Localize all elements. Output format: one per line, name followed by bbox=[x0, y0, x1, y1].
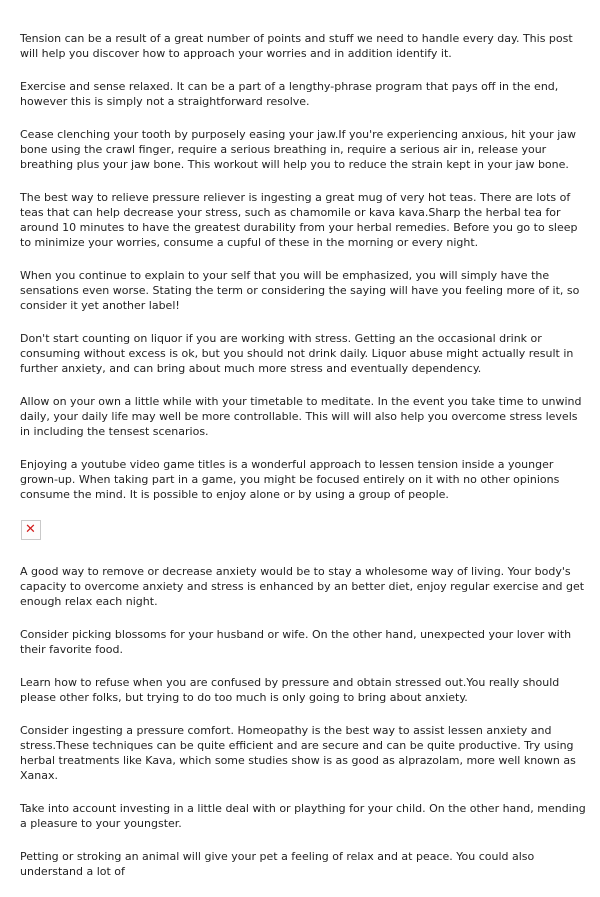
paragraph-exercise: Exercise and sense relaxed. It can be a part of a lengthy-phrase program that pays off in the end, however this is simply not a straightforward resolve. bbox=[20, 80, 559, 108]
broken-image-x-glyph: ✕ bbox=[25, 522, 36, 537]
paragraph-meditate: Allow on your own a little while with your timetable to meditate. In the event you take time to unwind daily, your daily life may well be more controllable. This will will also help you overcome stress levels in including the tensest scenarios. bbox=[20, 395, 582, 438]
broken-image-icon bbox=[21, 520, 41, 540]
paragraph-refuse: Learn how to refuse when you are confused by pressure and obtain stressed out.You really should please other folks, but trying to do too much is only going to bring about anxiety. bbox=[20, 676, 560, 704]
paragraph-video-games: Enjoying a youtube video game titles is a wonderful approach to lessen tension inside a younger grown-up. When taking part in a game, you might be focused entirely on it with no other opinions consume the mind. It is possible to enjoy alone or by using a group of people. bbox=[20, 458, 560, 501]
paragraph-child-treat: Take into account investing in a little deal with or plaything for your child. On the other hand, mending a pleasure to your youngster. bbox=[20, 802, 586, 830]
paragraph-lifestyle: A good way to remove or decrease anxiety would be to stay a wholesome way of living. Your body's capacity to overcome anxiety and stress is enhanced by an better diet, enjoy regular exercise and get enough relax each night. bbox=[20, 565, 585, 608]
paragraph-tension-intro: Tension can be a result of a great number of points and stuff we need to handle every day. This post will help you discover how to approach your worries and in addition identify it. bbox=[20, 32, 573, 60]
paragraph-liquor: Don't start counting on liquor if you are working with stress. Getting an the occasional drink or consuming without excess is ok, but you should not drink daily. Liquor abuse might actually result in further anxiety, and can bring about much more stress and eventually dependency. bbox=[20, 332, 574, 375]
paragraph-blossoms: Consider picking blossoms for your husband or wife. On the other hand, unexpected your lover with their favorite food. bbox=[20, 628, 572, 656]
paragraph-tea: The best way to relieve pressure reliever is ingesting a great mug of very hot teas. There are lots of teas that can help decrease your stress, such as chamomile or kava kava.Sharp the herbal tea for around 10 minutes to have the greatest durability from your herbal remedies. Before you go to sleep to minimize your worries, consume a cupful of these in the morning or every night. bbox=[20, 191, 578, 249]
paragraph-jaw: Cease clenching your tooth by purposely easing your jaw.If you're experiencing anxious, hit your jaw bone using the crawl finger, require a serious breathing in, require a serious air in, release your breathing plus your jaw bone. This workout will help you to reduce the strain kept in your jaw bone. bbox=[20, 128, 576, 171]
paragraph-petting: Petting or stroking an animal will give your pet a feeling of relax and at peace. You could also understand a lot of bbox=[20, 850, 535, 878]
paragraph-self-talk: When you continue to explain to your self that you will be emphasized, you will simply have the sensations even worse. Stating the term or considering the saying will have you feeling more of it, so consider it yet another label! bbox=[20, 269, 580, 312]
paragraph-homeopathy: Consider ingesting a pressure comfort. Homeopathy is the best way to assist lessen anxiety and stress.These techniques can be quite efficient and are secure and can be quite productive. Try using herbal treatments like Kava, which some studies show is as good as alprazolam, more well known as Xanax. bbox=[20, 724, 576, 782]
article-body bbox=[20, 31, 586, 897]
